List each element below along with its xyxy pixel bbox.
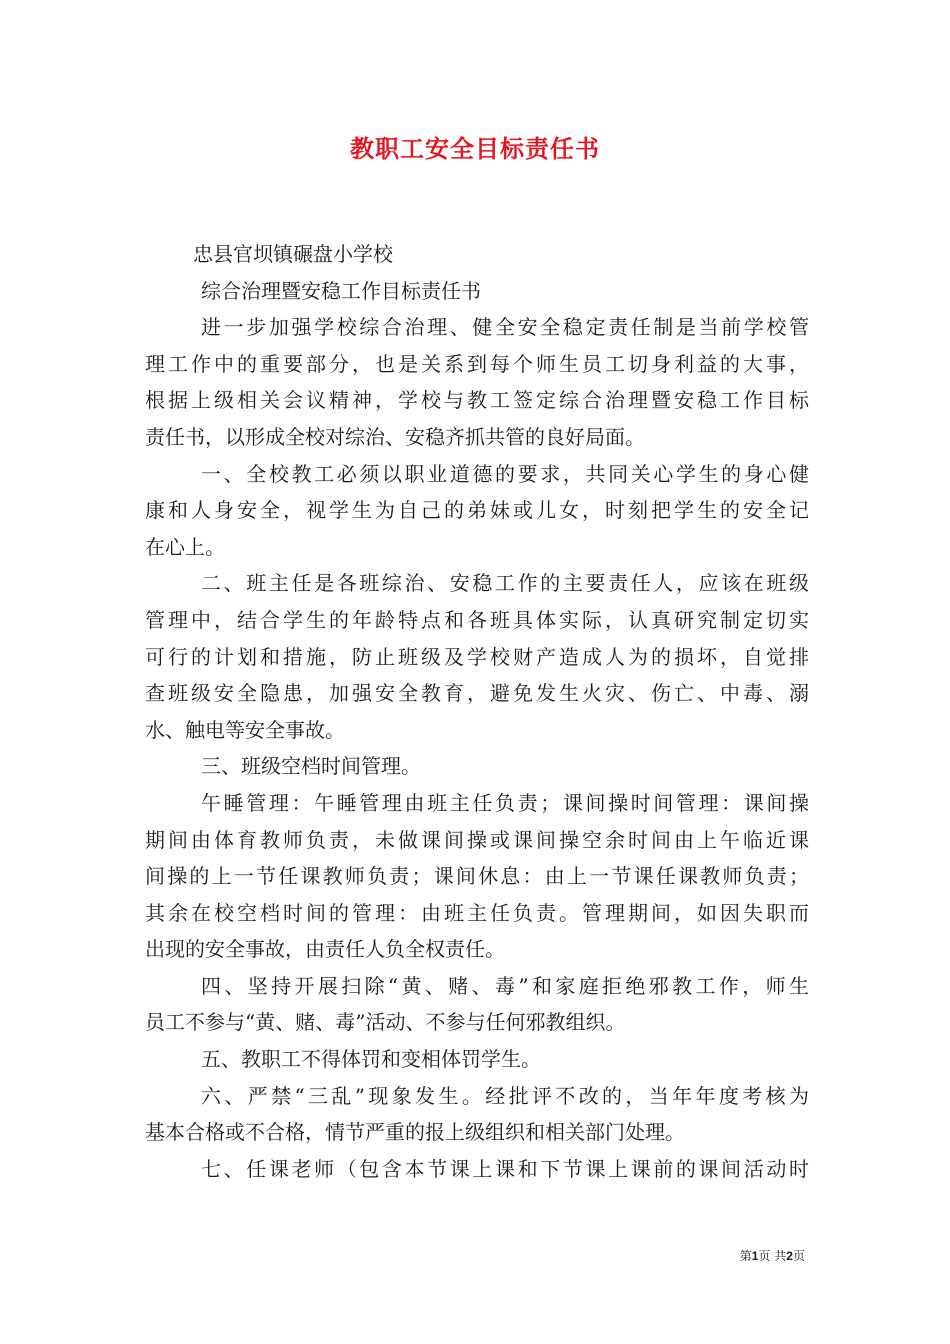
footer-suffix: 页 (792, 1249, 805, 1263)
page-footer (740, 1248, 805, 1264)
paragraph-line: 查班级安全隐患，加强安全教育，避免发生火灾、伤亡、中毒、溺 (145, 681, 809, 706)
paragraph-first-line: 七、任课老师（包含本节课上课和下节课上课前的课间活动时 (201, 1156, 809, 1181)
footer-page-number: 1 (751, 1249, 759, 1263)
paragraph-line: 基本合格或不合格，情节严重的报上级组织和相关部门处理。 (145, 1120, 685, 1145)
paragraph-first-line: 一、全校教工必须以职业道德的要求，共同关心学生的身心健 (201, 461, 809, 486)
footer-prefix: 第 (739, 1249, 752, 1263)
document-subtitle: 综合治理暨安稳工作目标责任书 (201, 278, 481, 303)
paragraph-first-line: 四、坚持开展扫除“黄、赌、毒”和家庭拒绝邪教工作，师生 (201, 973, 809, 998)
paragraph-first-line: 六、严禁“三乱”现象发生。经批评不改的，当年年度考核为 (201, 1083, 809, 1108)
paragraph-first-line: 午睡管理：午睡管理由班主任负责；课间操时间管理：课间操 (201, 790, 809, 815)
paragraph-line: 在心上。 (145, 534, 225, 559)
school-name: 忠县官坝镇碾盘小学校 (193, 242, 393, 266)
paragraph-line: 根据上级相关会议精神，学校与教工签定综合治理暨安稳工作目标 (145, 388, 809, 413)
paragraph-lines (145, 309, 809, 1187)
paragraph-first-line: 五、教职工不得体罚和变相体罚学生。 (201, 1047, 541, 1072)
paragraph-line: 间操的上一节任课教师负责；课间休息：由上一节课任课教师负责； (145, 864, 809, 889)
paragraph-line: 出现的安全事故，由责任人负全权责任。 (145, 937, 505, 962)
paragraph-first-line: 三、班级空档时间管理。 (201, 754, 421, 779)
document-title: 教职工安全目标责任书 (350, 134, 600, 163)
paragraph-line: 可行的计划和措施，防止班级及学校财产造成人为的损坏，自觉排 (145, 644, 809, 669)
paragraph-line: 理工作中的重要部分，也是关系到每个师生员工切身利益的大事， (145, 351, 809, 376)
paragraph-line: 管理中，结合学生的年龄特点和各班具体实际，认真研究制定切实 (145, 607, 809, 632)
document-body (145, 236, 809, 1187)
paragraph-line: 水、触电等安全事故。 (145, 717, 345, 742)
paragraph-line: 责任书，以形成全校对综治、安稳齐抓共管的良好局面。 (145, 424, 645, 449)
paragraph-line: 康和人身安全，视学生为自己的弟妹或儿女，时刻把学生的安全记 (145, 498, 809, 523)
paragraph-line: 期间由体育教师负责，未做课间操或课间操空余时间由上午临近课 (145, 827, 809, 852)
paragraph-line: 其余在校空档时间的管理：由班主任负责。管理期间，如因失职而 (145, 900, 809, 925)
footer-total-pages: 2 (786, 1249, 793, 1263)
paragraph-first-line: 进一步加强学校综合治理、健全安全稳定责任制是当前学校管 (201, 315, 809, 340)
footer-middle: 页 共 (758, 1249, 787, 1263)
paragraph-first-line: 二、班主任是各班综治、安稳工作的主要责任人，应该在班级 (201, 571, 809, 596)
paragraph-line: 员工不参与“黄、赌、毒”活动、不参与任何邪教组织。 (145, 1010, 626, 1035)
